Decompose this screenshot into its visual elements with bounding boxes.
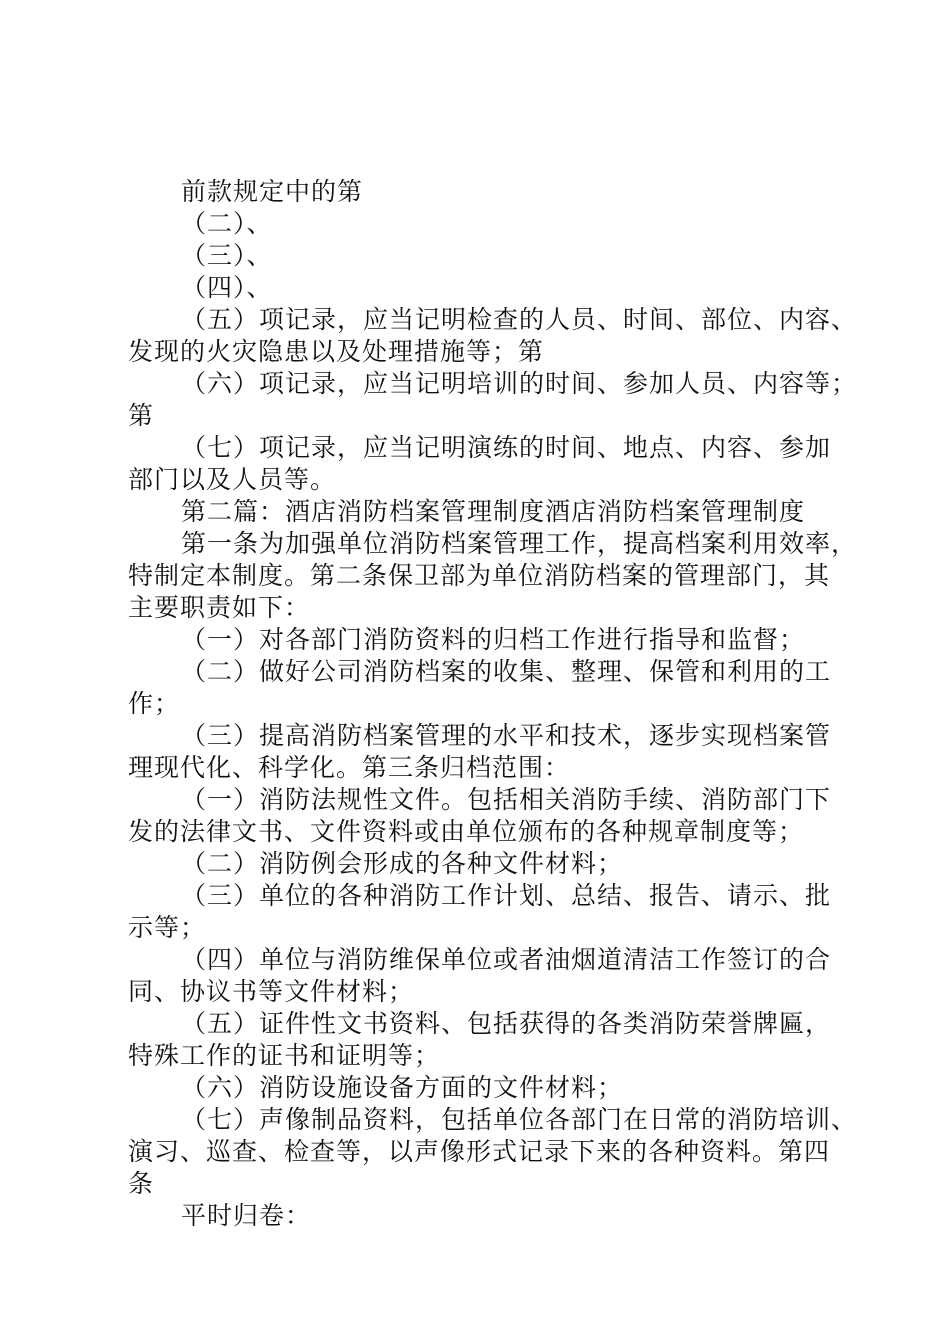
text-line: （二）消防例会形成的各种文件材料；	[181, 849, 624, 878]
text-line: （六）项记录，应当记明培训的时间、参加人员、内容等；	[181, 369, 858, 398]
text-line: 同、协议书等文件材料；	[128, 977, 415, 1006]
text-line: （二）、	[181, 209, 273, 238]
text-line: 作；	[128, 689, 181, 718]
text-line: （七）声像制品资料，包括单位各部门在日常的消防培训、	[181, 1105, 858, 1134]
text-line: （二）做好公司消防档案的收集、整理、保管和利用的工	[181, 657, 832, 686]
text-line: （三）提高消防档案管理的水平和技术，逐步实现档案管	[181, 721, 832, 750]
text-line: 发现的火灾隐患以及处理措施等；第	[128, 337, 545, 366]
text-line: （四）单位与消防维保单位或者油烟道清洁工作签订的合	[181, 945, 832, 974]
text-line: 发的法律文书、文件资料或由单位颁布的各种规章制度等；	[128, 817, 805, 846]
text-line: 平时归卷：	[181, 1201, 312, 1230]
text-line: （五）证件性文书资料、包括获得的各类消防荣誉牌匾，	[181, 1009, 832, 1038]
text-line: （六）消防设施设备方面的文件材料；	[181, 1073, 624, 1102]
text-line: （一）对各部门消防资料的归档工作进行指导和监督；	[181, 625, 806, 654]
text-line: 演习、巡查、检查等，以声像形式记录下来的各种资料。第四	[128, 1137, 831, 1166]
section-heading: 第二篇：酒店消防档案管理制度酒店消防档案管理制度	[181, 497, 806, 526]
text-line: 条	[128, 1169, 155, 1198]
text-line: 特殊工作的证书和证明等；	[128, 1041, 441, 1070]
text-line: （三）、	[181, 241, 273, 270]
text-line: 部门以及人员等。	[128, 465, 337, 494]
text-line: 理现代化、科学化。第三条归档范围：	[128, 753, 571, 782]
text-line: 第一条为加强单位消防档案管理工作，提高档案利用效率，	[181, 529, 858, 558]
text-line: 前款规定中的第	[181, 177, 364, 206]
text-line: 特制定本制度。第二条保卫部为单位消防档案的管理部门，其	[128, 561, 831, 590]
text-line: 第	[128, 401, 155, 430]
text-line: （四）、	[181, 273, 273, 302]
text-line: 主要职责如下：	[128, 593, 311, 622]
text-line: 示等；	[128, 913, 207, 942]
text-line: （五）项记录，应当记明检查的人员、时间、部位、内容、	[181, 305, 858, 334]
text-line: （一）消防法规性文件。包括相关消防手续、消防部门下	[181, 785, 832, 814]
text-line: （七）项记录，应当记明演练的时间、地点、内容、参加	[181, 433, 832, 462]
text-line: （三）单位的各种消防工作计划、总结、报告、请示、批	[181, 881, 832, 910]
